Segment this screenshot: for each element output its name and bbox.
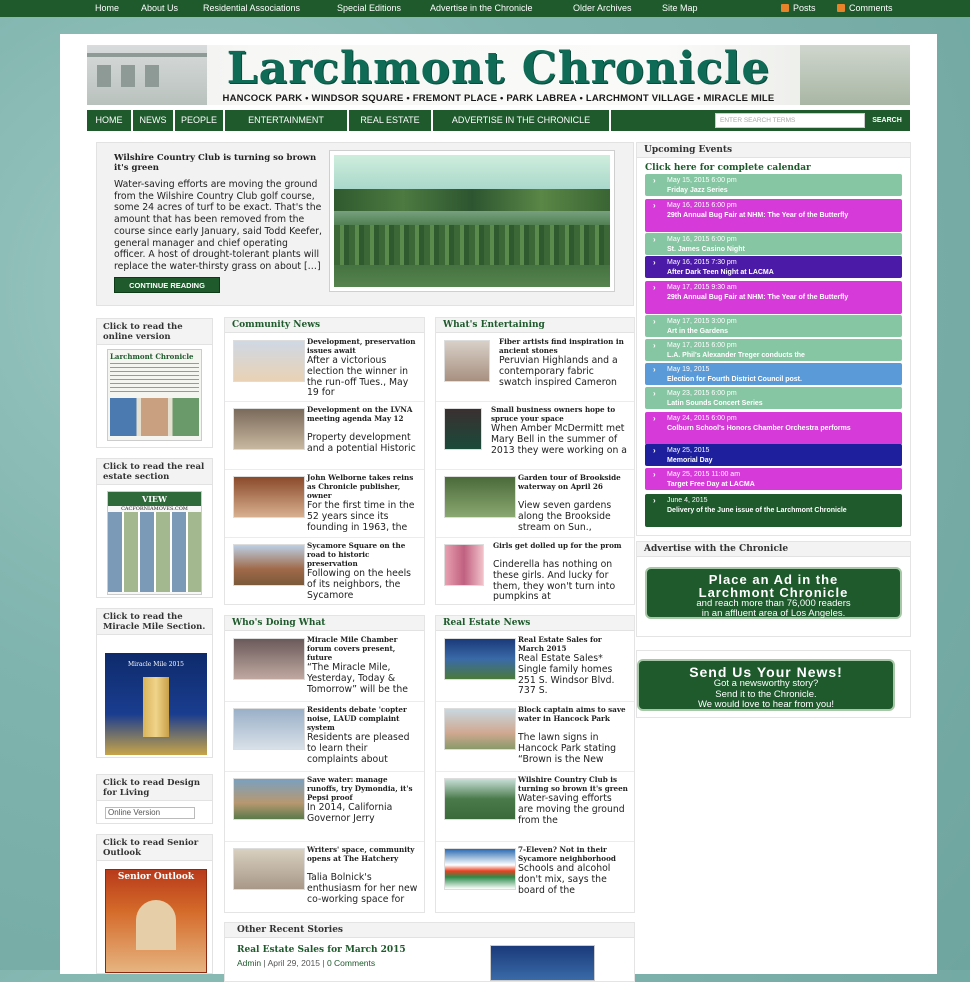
thumb-online-title: Larchmont Chronicle — [110, 352, 194, 361]
real-estate-section-box[interactable] — [96, 458, 213, 598]
story-thumbnail[interactable] — [233, 544, 305, 586]
story-headline[interactable]: Garden tour of Brookside waterway on April 26 — [518, 473, 621, 491]
story-headline[interactable]: John Welborne takes reins as Chronicle publisher, owner — [307, 473, 414, 500]
comments-feed-link[interactable] — [837, 3, 893, 13]
event-title[interactable]: Election for Fourth District Council post. — [667, 375, 802, 383]
event-date: May 17, 2015 6:00 pm — [667, 342, 737, 349]
masthead[interactable] — [87, 45, 910, 105]
advertise-header: Advertise with the Chronicle — [637, 542, 910, 557]
top-link-home[interactable]: Home — [95, 3, 120, 13]
event-title[interactable]: Latin Sounds Concert Series — [667, 399, 763, 407]
event-item[interactable] — [645, 363, 902, 385]
comments-label: Comments — [849, 3, 893, 13]
nav-home[interactable]: HOME — [87, 110, 133, 131]
whos-doing-what-column — [224, 615, 425, 913]
nav-news[interactable]: NEWS — [133, 110, 175, 131]
event-item[interactable] — [645, 412, 902, 445]
story-headline[interactable]: Wilshire Country Club is turning so brown it's green — [518, 775, 628, 793]
top-link-about[interactable]: About Us — [141, 3, 179, 13]
event-item[interactable] — [645, 174, 902, 196]
event-item[interactable] — [645, 281, 902, 314]
story-headline[interactable]: Sycamore Square on the road to historic preservation — [307, 541, 406, 568]
chevron-right-icon: › — [653, 365, 656, 374]
senior-outlook-title[interactable]: Click to read Senior Outlook — [97, 835, 212, 861]
design-for-living-title[interactable]: Click to read Design for Living — [97, 775, 212, 801]
other-story-meta: Admin | April 29, 2015 | 0 Comments — [237, 958, 376, 968]
event-title[interactable]: 29th Annual Bug Fair at NHM: The Year of the Butterfly — [667, 211, 849, 219]
send-news-button[interactable] — [637, 659, 895, 711]
real-estate-news-column — [435, 615, 635, 913]
story-headline[interactable]: 7-Eleven? Not in their Sycamore neighborhood — [518, 845, 616, 863]
site-subtitle: HANCOCK PARK • WINDSOR SQUARE • FREMONT PLACE • PARK LABREA • LARCHMONT VILLAGE • MIRACLE MILE — [222, 93, 775, 104]
story-headline[interactable]: Miracle Mile Chamber forum covers present, future — [307, 635, 398, 662]
event-title[interactable]: Art in the Gardens — [667, 327, 729, 335]
list-item[interactable] — [436, 842, 634, 912]
site-logo-title: Larchmont Chronicle — [226, 43, 771, 94]
story-thumbnail[interactable] — [444, 544, 484, 586]
list-item[interactable] — [436, 470, 634, 538]
event-date: May 25, 2015 — [667, 447, 710, 454]
story-excerpt: Water-saving efforts are moving the ground from the — [518, 793, 625, 826]
adv-line1: Place an Ad in the — [708, 572, 839, 587]
miracle-mile-section-title[interactable]: Click to read the Miracle Mile Section. — [97, 609, 212, 635]
event-item[interactable] — [645, 199, 902, 232]
other-recent-stories — [224, 922, 635, 982]
list-item[interactable] — [225, 538, 424, 606]
story-excerpt: “The Miracle Mile, Yesterday, Today & Tomorrow” will be the — [307, 662, 409, 695]
featured-story — [96, 142, 634, 306]
chevron-right-icon: › — [653, 176, 656, 185]
story-headline[interactable]: Girls get dolled up for the prom — [493, 541, 622, 550]
top-link-special[interactable]: Special Editions — [337, 3, 402, 13]
community-news-column — [224, 317, 425, 605]
story-headline[interactable]: Writers' space, community opens at The Hatchery — [307, 845, 415, 863]
story-thumbnail[interactable] — [233, 708, 305, 750]
story-excerpt: When Amber McDermitt met Mary Bell in the summer of 2013 they were working on a — [491, 423, 628, 456]
other-story-author[interactable]: Admin — [237, 958, 262, 968]
event-date: May 23, 2015 6:00 pm — [667, 390, 737, 397]
chevron-right-icon: › — [653, 389, 656, 398]
list-item[interactable] — [436, 334, 634, 402]
list-item[interactable] — [225, 772, 424, 842]
real-estate-section-title[interactable]: Click to read the real estate section — [97, 459, 212, 485]
story-thumbnail[interactable] — [233, 408, 305, 450]
story-excerpt: Real Estate Sales* Single family homes 251 S. Windsor Blvd. 737 S. — [518, 653, 615, 697]
continue-reading-button[interactable]: CONTINUE READING — [114, 277, 220, 293]
event-date: May 16, 2015 6:00 pm — [667, 202, 737, 209]
adv-line4: in an affluent area of Los Angeles. — [701, 608, 846, 619]
top-link-advertise[interactable]: Advertise in the Chronicle — [430, 3, 533, 13]
upcoming-events-widget — [636, 142, 911, 536]
online-version-title[interactable]: Click to read the online version — [97, 319, 212, 345]
search-button[interactable]: SEARCH — [869, 113, 905, 128]
rss-icon — [781, 4, 789, 12]
senior-outlook-box[interactable] — [96, 834, 213, 974]
event-date: May 17, 2015 9:30 am — [667, 284, 737, 291]
other-story-title[interactable]: Real Estate Sales for March 2015 — [237, 945, 406, 955]
list-item[interactable] — [436, 772, 634, 842]
story-headline[interactable]: Save water: manage runoffs, try Dymondia, it's Pepsi proof — [307, 775, 413, 802]
event-date: May 15, 2015 6:00 pm — [667, 177, 737, 184]
complete-calendar-link[interactable]: Click here for complete calendar — [645, 163, 811, 173]
miracle-mile-thumbnail[interactable] — [105, 653, 207, 755]
news-line2: Got a newsworthy story? — [713, 678, 819, 689]
event-title[interactable]: L.A. Phil's Alexander Treger conducts the — [667, 351, 805, 359]
nav-people[interactable]: PEOPLE — [175, 110, 225, 131]
posts-feed-link[interactable] — [781, 3, 816, 13]
advertise-widget — [636, 541, 911, 637]
story-excerpt: Schools and alcohol don't mix, says the board of the — [518, 863, 611, 896]
news-line3: Send it to the Chronicle. — [715, 688, 817, 700]
story-excerpt: For the first time in the 52 years since its founding in 1963, the — [307, 500, 415, 533]
news-line4: We would love to hear from you! — [697, 699, 835, 710]
event-item[interactable] — [645, 444, 902, 466]
story-excerpt: Talia Bolnick's enthusiasm for her new co-working space for — [307, 872, 418, 905]
upcoming-events-header: Upcoming Events — [637, 143, 910, 158]
whos-doing-what-header[interactable]: Who's Doing What — [225, 616, 424, 631]
event-item[interactable] — [645, 468, 902, 490]
real-estate-news-header[interactable]: Real Estate News — [436, 616, 634, 631]
featured-title[interactable]: Wilshire Country Club is turning so brown it's green — [114, 153, 317, 173]
nav-real-estate[interactable]: REAL ESTATE — [349, 110, 433, 131]
online-version-box[interactable] — [96, 318, 213, 448]
event-item[interactable] — [645, 256, 902, 278]
featured-image[interactable] — [329, 150, 615, 292]
story-headline[interactable]: Development on the LVNA meeting agenda May 12 — [307, 405, 413, 423]
news-line1: Send Us Your News! — [689, 664, 843, 680]
event-date: May 16, 2015 6:00 pm — [667, 236, 737, 243]
story-thumbnail[interactable] — [444, 476, 516, 518]
adv-line3: and reach more than 76,000 readers — [696, 598, 851, 609]
top-link-sitemap[interactable]: Site Map — [662, 3, 698, 13]
chevron-right-icon: › — [653, 235, 656, 244]
story-excerpt: Following on the heels of its neighbors, the Sycamore — [307, 568, 411, 601]
top-link-residential[interactable]: Residential Associations — [203, 3, 301, 13]
story-headline[interactable]: Development, preservation issues await — [307, 337, 416, 355]
top-bar — [0, 0, 970, 17]
story-thumbnail[interactable] — [233, 476, 305, 518]
event-title[interactable]: Friday Jazz Series — [667, 186, 728, 194]
event-title[interactable]: Delivery of the June issue of the Larchmont Chronicle — [667, 506, 847, 514]
other-story-date: April 29, 2015 — [267, 958, 321, 968]
story-thumbnail[interactable] — [233, 778, 305, 820]
community-news-header[interactable]: Community News — [225, 318, 424, 333]
story-thumbnail[interactable] — [444, 848, 516, 890]
event-date: May 25, 2015 11:00 am — [667, 471, 741, 478]
story-thumbnail[interactable] — [444, 778, 516, 820]
chevron-right-icon: › — [653, 341, 656, 350]
adv-line2: Larchmont Chronicle — [698, 585, 849, 600]
story-headline[interactable]: Residents debate 'copter noise, LAUD complaint system — [307, 705, 407, 732]
event-title[interactable]: After Dark Teen Night at LACMA — [667, 268, 774, 276]
story-thumbnail[interactable] — [444, 708, 516, 750]
rss-icon — [837, 4, 845, 12]
thumb-miracle-title: Miracle Mile 2015 — [128, 661, 184, 668]
event-date: May 17, 2015 3:00 pm — [667, 318, 737, 325]
top-link-archives[interactable]: Older Archives — [573, 3, 632, 13]
online-version-thumbnail[interactable] — [107, 349, 202, 441]
story-thumbnail[interactable] — [233, 340, 305, 382]
list-item[interactable] — [225, 632, 424, 702]
chevron-right-icon: › — [653, 258, 656, 267]
story-excerpt: After a victorious election the winner in the run-off Tues., May 19 for — [307, 355, 409, 399]
thumb-senior-title: Senior Outlook — [117, 872, 195, 882]
story-headline[interactable]: Block captain aims to save water in Hancock Park — [518, 705, 626, 723]
place-ad-button[interactable] — [645, 567, 902, 619]
event-item[interactable] — [645, 387, 902, 409]
list-item[interactable] — [436, 632, 634, 702]
chevron-right-icon: › — [653, 470, 656, 479]
story-headline[interactable]: Small business owners hope to spruce your space — [491, 405, 616, 423]
event-item[interactable] — [645, 315, 902, 337]
golf-course-photo — [334, 155, 610, 287]
whats-entertaining-header[interactable]: What's Entertaining — [436, 318, 634, 333]
design-for-living-image[interactable]: Online Version — [105, 807, 195, 819]
list-item[interactable] — [225, 402, 424, 470]
event-title[interactable]: Target Free Day at LACMA — [667, 480, 755, 488]
event-title[interactable]: St. James Casino Night — [667, 245, 745, 253]
story-excerpt: The lawn signs in Hancock Park stating “Brown is the New — [518, 732, 617, 765]
page-container — [60, 34, 937, 974]
story-excerpt: Peruvian Highlands and a contemporary fabric swatch inspired Cameron — [499, 355, 618, 388]
event-title[interactable]: Memorial Day — [667, 456, 713, 464]
posts-label: Posts — [793, 3, 816, 13]
thumb-url: CACFORNIAMOVES.COM — [121, 506, 188, 512]
list-item[interactable] — [436, 702, 634, 772]
story-thumbnail[interactable] — [233, 638, 305, 680]
event-title[interactable]: 29th Annual Bug Fair at NHM: The Year of the Butterfly — [667, 293, 849, 301]
event-date: May 19, 2015 — [667, 366, 710, 373]
miracle-mile-section-box[interactable] — [96, 608, 213, 758]
event-date: June 4, 2015 — [667, 497, 708, 504]
featured-text: Water-saving efforts are moving the ground from the Wilshire Country Club golf course, some 24 acres of turf to be exact. That's the amount that has been removed from the course since early January, said Todd Keefer, general manager and chief operating officer. A host of drought-tolerant plants will replace the water-thirsty grass on about […] — [114, 179, 322, 272]
whats-entertaining-column — [435, 317, 635, 605]
event-item[interactable] — [645, 339, 902, 361]
story-excerpt: Residents are pleased to learn their complaints about — [307, 732, 410, 765]
story-thumbnail[interactable] — [444, 638, 516, 680]
list-item[interactable] — [436, 402, 634, 470]
event-title[interactable]: Colburn School's Honors Chamber Orchestra performs — [667, 424, 851, 432]
chevron-right-icon: › — [653, 317, 656, 326]
list-item[interactable] — [225, 334, 424, 402]
chevron-right-icon: › — [653, 446, 656, 455]
list-item[interactable] — [225, 702, 424, 772]
other-stories-header: Other Recent Stories — [225, 923, 634, 938]
nav-entertainment[interactable]: ENTERTAINMENT — [225, 110, 349, 131]
event-date: May 24, 2015 6:00 pm — [667, 415, 737, 422]
list-item[interactable] — [225, 842, 424, 912]
chevron-right-icon: › — [653, 496, 656, 505]
send-news-widget — [636, 650, 911, 718]
story-excerpt: View seven gardens along the Brookside stream on Sun., — [518, 500, 612, 533]
list-item[interactable] — [225, 470, 424, 538]
story-thumbnail[interactable] — [444, 408, 482, 450]
event-item[interactable] — [645, 494, 902, 527]
story-excerpt: Cinderella has nothing on these girls. And lucky for them, they won't turn into pumpkins at — [493, 559, 616, 603]
story-headline[interactable]: Fiber artists find inspiration in ancient stones — [499, 337, 624, 355]
thumb-view-label: VIEW — [108, 492, 201, 506]
chevron-right-icon: › — [653, 414, 656, 423]
story-headline[interactable]: Real Estate Sales for March 2015 — [518, 635, 602, 653]
list-item[interactable] — [436, 538, 634, 606]
story-excerpt: Property development and a potential Historic — [307, 432, 416, 454]
event-item[interactable] — [645, 233, 902, 255]
event-date: May 16, 2015 7:30 pm — [667, 259, 737, 266]
real-estate-thumbnail[interactable] — [107, 491, 202, 595]
other-story-thumbnail[interactable] — [490, 945, 595, 981]
other-story-comments[interactable]: 0 Comments — [326, 958, 376, 968]
main-nav — [87, 110, 910, 131]
story-excerpt: In 2014, California Governor Jerry — [307, 802, 393, 824]
nav-advertise[interactable]: ADVERTISE IN THE CHRONICLE — [433, 110, 611, 131]
chevron-right-icon: › — [653, 201, 656, 210]
design-for-living-box[interactable] — [96, 774, 213, 824]
story-thumbnail[interactable] — [444, 340, 490, 382]
chevron-right-icon: › — [653, 283, 656, 292]
story-thumbnail[interactable] — [233, 848, 305, 890]
senior-outlook-thumbnail[interactable] — [105, 869, 207, 973]
search-input[interactable]: ENTER SEARCH TERMS — [715, 113, 865, 128]
